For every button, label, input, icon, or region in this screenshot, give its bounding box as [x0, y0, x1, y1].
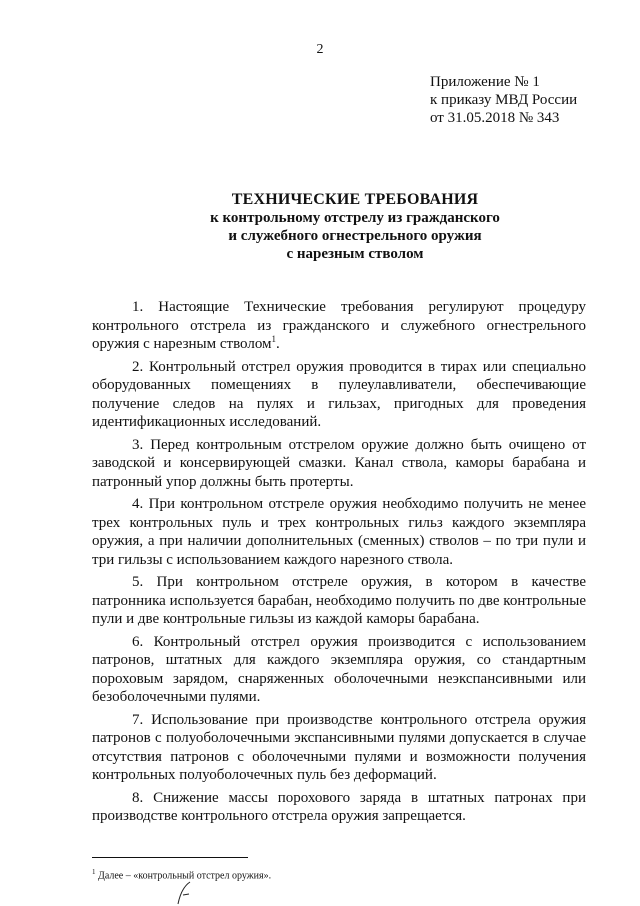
- paragraph-5: 5. При контрольном отстреле оружия, в котором в качестве патронника используется барабан, необходимо получить по две контрольные пули и две контрольные гильзы из каждой каморы барабана.: [92, 574, 586, 627]
- initials-mark: [174, 880, 198, 906]
- paragraph-6: 6. Контрольный отстрел оружия производится с использованием патронов, штатных для каждого экземпляра оружия, со стандартным пороховым зарядом, снаряженных оболочечными неэкспансивными или безоболочечными пулями.: [92, 633, 586, 705]
- document-body: [92, 298, 586, 830]
- document-title: [120, 191, 590, 263]
- appendix-date-line: от 31.05.2018 № 343: [430, 110, 560, 126]
- paragraph-4: 4. При контрольном отстреле оружия необходимо получить не менее трех контрольных пуль и трех контрольных гильз каждого экземпляра оружия, а при наличии дополнительных (сменных) стволов – по три пули и три гильзы с использованием каждого нарезного ствола.: [92, 496, 586, 568]
- title-line: к контрольному отстрелу из гражданского: [210, 210, 500, 226]
- footnote-ref: 1: [271, 334, 277, 344]
- title-line: и служебного огнестрельного оружия: [228, 228, 482, 244]
- footnote-marker: 1: [92, 868, 96, 876]
- appendix-line: Приложение № 1: [430, 74, 540, 90]
- paragraph-8: 8. Снижение массы порохового заряда в штатных патронах при производстве контрольного отстрела оружия запрещается.: [92, 789, 586, 824]
- paragraph-1: [92, 298, 586, 354]
- paragraph-2: 2. Контрольный отстрел оружия проводится в тирах или специально оборудованных помещениях в пулеулавливатели, обеспечивающие получение следов на пулях и гильзах, пригодных для проведения идентификационных исследований.: [92, 358, 586, 430]
- paragraph-7: 7. Использование при производстве контрольного отстрела оружия патронов с полуоболочечными экспансивными пулями допускается в случае отсутствия патронов с оболочечными пулями и возможности получения контрольных полуоболочечных пуль без деформаций.: [92, 711, 586, 783]
- title-main: ТЕХНИЧЕСКИЕ ТРЕБОВАНИЯ: [231, 191, 479, 208]
- page-number: 2: [316, 42, 324, 57]
- footnote-separator: [92, 857, 248, 858]
- appendix-header: [430, 73, 577, 127]
- paragraph-tail: .: [276, 336, 280, 352]
- footnote-text: Далее – «контрольный отстрел оружия».: [98, 870, 272, 882]
- paragraph-text: 1. Настоящие Технические требования регулируют процедуру контрольного отстрела из гражданского и служебного огнестрельного оружия с нарезным стволом: [92, 299, 586, 352]
- paragraph-3: 3. Перед контрольным отстрелом оружие должно быть очищено от заводской и консервирующей смазки. Канал ствола, каморы барабана и патронный упор должны быть протерты.: [92, 436, 586, 490]
- title-line: с нарезным стволом: [286, 246, 424, 262]
- appendix-order-line: к приказу МВД России: [430, 92, 578, 108]
